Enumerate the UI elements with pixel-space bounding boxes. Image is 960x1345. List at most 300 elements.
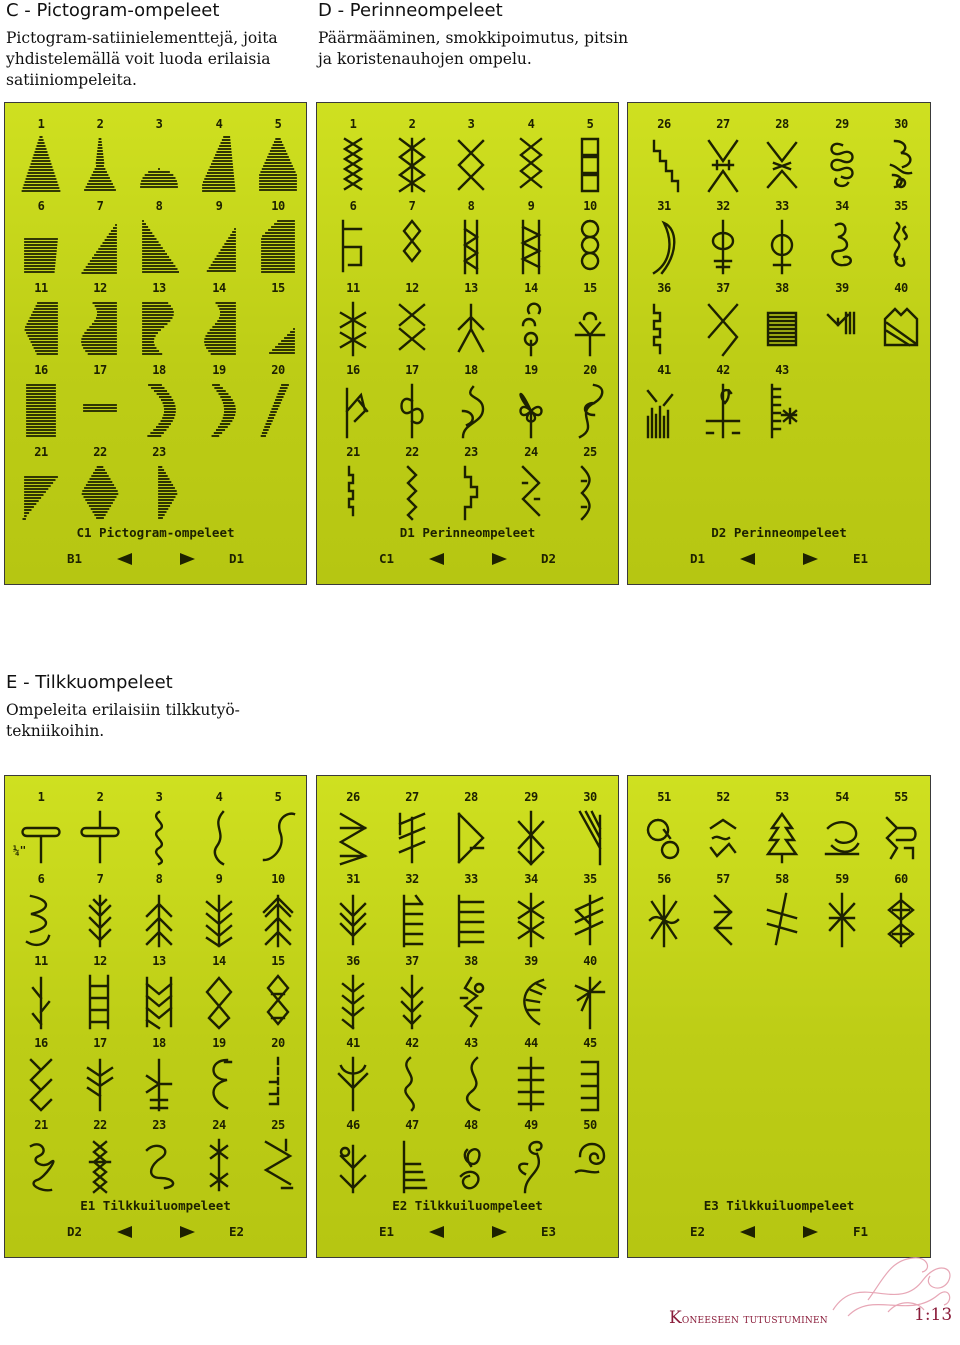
stitch-d2-39[interactable] [814, 281, 870, 361]
stitch-e1-19[interactable] [191, 1036, 247, 1116]
section-c-desc-line: satiiniompeleita. [6, 71, 137, 89]
stitch-number: 17 [93, 363, 107, 377]
stitch-e2-34[interactable] [503, 872, 559, 952]
prev-menu-button[interactable]: B1 [67, 551, 83, 566]
stitch-number: 38 [464, 954, 478, 968]
stitch-number: 3 [467, 117, 475, 131]
stitch-pattern-icon [258, 808, 298, 868]
stitch-c1-11[interactable] [13, 281, 69, 361]
stitch-e1-23[interactable] [131, 1118, 187, 1198]
stitch-e2-48[interactable] [443, 1118, 499, 1198]
stitch-pattern-icon [139, 890, 179, 950]
arrow-left-icon[interactable] [117, 1226, 132, 1238]
next-menu-button[interactable]: E3 [540, 1224, 556, 1239]
stitch-pattern-icon [703, 381, 743, 441]
stitch-e2-38[interactable] [443, 954, 499, 1034]
stitch-number: 16 [34, 1036, 48, 1050]
stitch-e3-56[interactable] [636, 872, 692, 952]
stitch-c1-18[interactable] [131, 363, 187, 443]
stitch-c1-4[interactable] [191, 117, 247, 197]
stitch-pattern-icon [703, 890, 743, 950]
stitch-d2-40[interactable] [873, 281, 929, 361]
stitch-c1-22[interactable] [72, 445, 128, 525]
stitch-c1-7[interactable] [72, 199, 128, 279]
stitch-number: 22 [405, 445, 419, 459]
stitch-pattern-icon [258, 890, 298, 950]
stitch-pattern-icon [392, 1136, 432, 1196]
stitch-number: 21 [34, 1118, 48, 1132]
next-menu-button[interactable]: E2 [228, 1224, 244, 1239]
next-menu-button[interactable]: F1 [852, 1224, 868, 1239]
stitch-pattern-icon [139, 299, 179, 359]
stitch-pattern-icon [333, 299, 373, 359]
stitch-e3-58[interactable] [754, 872, 810, 952]
stitch-d2-43[interactable] [754, 363, 810, 443]
stitch-pattern-icon [21, 1054, 61, 1114]
stitch-pattern-icon [392, 217, 432, 277]
stitch-c1-23[interactable] [131, 445, 187, 525]
screen-title: E2 Tilkkuiluompeleet [392, 1198, 543, 1213]
arrow-left-icon[interactable] [740, 1226, 755, 1238]
stitch-pattern-icon [139, 217, 179, 277]
stitch-e1-22[interactable] [72, 1118, 128, 1198]
stitch-number: 21 [34, 445, 48, 459]
stitch-number: 28 [775, 117, 789, 131]
stitch-number: 53 [775, 790, 789, 804]
stitch-number: 39 [835, 281, 849, 295]
stitch-number: 35 [583, 872, 597, 886]
stitch-e1-3[interactable] [131, 790, 187, 870]
stitch-e1-5[interactable] [250, 790, 306, 870]
stitch-number: 48 [464, 1118, 478, 1132]
stitch-d1-10[interactable] [562, 199, 618, 279]
stitch-pattern-icon [881, 299, 921, 359]
arrow-right-icon[interactable] [492, 1226, 507, 1238]
stitch-e1-24[interactable] [191, 1118, 247, 1198]
stitch-pattern-icon [703, 299, 743, 359]
stitch-d2-37[interactable] [695, 281, 751, 361]
stitch-e1-10[interactable] [250, 872, 306, 952]
stitch-number: 17 [405, 363, 419, 377]
stitch-d1-1[interactable] [325, 117, 381, 197]
stitch-pattern-icon [333, 217, 373, 277]
stitch-number: 50 [583, 1118, 597, 1132]
stitch-number: 22 [93, 445, 107, 459]
stitch-d1-14[interactable] [503, 281, 559, 361]
stitch-d1-21[interactable] [325, 445, 381, 525]
stitch-pattern-icon [511, 890, 551, 950]
stitch-number: 18 [152, 1036, 166, 1050]
stitch-number: 29 [835, 117, 849, 131]
stitch-d2-34[interactable] [814, 199, 870, 279]
stitch-e2-40[interactable] [562, 954, 618, 1034]
stitch-e2-27[interactable] [384, 790, 440, 870]
stitch-number: 31 [657, 199, 671, 213]
screen-title: D2 Perinneompeleet [711, 525, 847, 540]
screen-title: C1 Pictogram-ompeleet [76, 525, 235, 540]
stitch-c1-6[interactable] [13, 199, 69, 279]
stitch-d1-5[interactable] [562, 117, 618, 197]
stitch-e1-25[interactable] [250, 1118, 306, 1198]
stitch-number: 24 [212, 1118, 226, 1132]
stitch-pattern-icon [333, 381, 373, 441]
section-d-description [318, 28, 628, 70]
stitch-pattern-icon [511, 135, 551, 195]
stitch-pattern-icon [881, 808, 921, 868]
stitch-e2-28[interactable] [443, 790, 499, 870]
stitch-e2-30[interactable] [562, 790, 618, 870]
stitch-c1-20[interactable] [250, 363, 306, 443]
stitch-d2-31[interactable] [636, 199, 692, 279]
stitch-d1-2[interactable] [384, 117, 440, 197]
stitch-d1-23[interactable] [443, 445, 499, 525]
stitch-number: 18 [464, 363, 478, 377]
stitch-pattern-icon [80, 972, 120, 1032]
stitch-d1-15[interactable] [562, 281, 618, 361]
prev-menu-button[interactable]: E1 [379, 1224, 395, 1239]
stitch-pattern-icon [258, 299, 298, 359]
stitch-pattern-icon [822, 890, 862, 950]
stitch-number: 37 [405, 954, 419, 968]
stitch-number: 45 [583, 1036, 597, 1050]
stitch-number: 11 [34, 954, 48, 968]
stitch-number: 60 [894, 872, 908, 886]
stitch-number: 22 [93, 1118, 107, 1132]
stitch-number: 30 [583, 790, 597, 804]
stitch-pattern-icon [392, 463, 432, 523]
stitch-screen-e1 [4, 775, 307, 1258]
stitch-number: 18 [152, 363, 166, 377]
stitch-c1-12[interactable] [72, 281, 128, 361]
stitch-d1-13[interactable] [443, 281, 499, 361]
stitch-e2-42[interactable] [384, 1036, 440, 1116]
stitch-pattern-icon [570, 463, 610, 523]
stitch-pattern-icon [21, 135, 61, 195]
stitch-e1-4[interactable] [191, 790, 247, 870]
stitch-number: 12 [93, 281, 107, 295]
stitch-pattern-icon [21, 299, 61, 359]
stitch-d1-24[interactable] [503, 445, 559, 525]
section-e-desc-line: tekniikoihin. [6, 722, 105, 740]
stitch-d2-42[interactable] [695, 363, 751, 443]
stitch-pattern-icon [392, 299, 432, 359]
stitch-d1-12[interactable] [384, 281, 440, 361]
screen-nav [5, 551, 306, 571]
stitch-c1-19[interactable] [191, 363, 247, 443]
stitch-pattern-icon [762, 890, 802, 950]
stitch-e3-55[interactable] [873, 790, 929, 870]
stitch-pattern-icon [21, 890, 61, 950]
stitch-e3-57[interactable] [695, 872, 751, 952]
stitch-d1-8[interactable] [443, 199, 499, 279]
stitch-c1-15[interactable] [250, 281, 306, 361]
stitch-pattern-icon [21, 217, 61, 277]
arrow-left-icon[interactable] [429, 1226, 444, 1238]
stitch-d2-30[interactable] [873, 117, 929, 197]
stitch-pattern-icon [511, 1054, 551, 1114]
stitch-pattern-icon [881, 135, 921, 195]
section-c-desc-line: yhdistelemällä voit luoda erilaisia [6, 50, 271, 68]
stitch-e1-15[interactable] [250, 954, 306, 1034]
stitch-e2-32[interactable] [384, 872, 440, 952]
arrow-right-icon[interactable] [803, 1226, 818, 1238]
stitch-e2-41[interactable] [325, 1036, 381, 1116]
stitch-c1-16[interactable] [13, 363, 69, 443]
stitch-number: 2 [408, 117, 416, 131]
stitch-e2-46[interactable] [325, 1118, 381, 1198]
stitch-c1-3[interactable] [131, 117, 187, 197]
stitch-number: 34 [835, 199, 849, 213]
arrow-right-icon[interactable] [492, 553, 507, 565]
stitch-e1-13[interactable] [131, 954, 187, 1034]
stitch-d2-28[interactable] [754, 117, 810, 197]
arrow-right-icon[interactable] [803, 553, 818, 565]
stitch-number: 23 [464, 445, 478, 459]
stitch-d2-29[interactable] [814, 117, 870, 197]
stitch-number: 54 [835, 790, 849, 804]
stitch-pattern-icon [644, 890, 684, 950]
stitch-pattern-icon [392, 972, 432, 1032]
stitch-e2-29[interactable] [503, 790, 559, 870]
stitch-d1-3[interactable] [443, 117, 499, 197]
stitch-e3-52[interactable] [695, 790, 751, 870]
stitch-pattern-icon [762, 808, 802, 868]
stitch-number: 5 [274, 790, 282, 804]
stitch-e2-43[interactable] [443, 1036, 499, 1116]
stitch-e2-33[interactable] [443, 872, 499, 952]
screen-nav [5, 1224, 306, 1244]
stitch-number: 7 [408, 199, 416, 213]
stitch-e2-47[interactable] [384, 1118, 440, 1198]
screen-nav [628, 551, 930, 571]
next-menu-button[interactable]: D1 [228, 551, 244, 566]
stitch-c1-9[interactable] [191, 199, 247, 279]
stitch-c1-17[interactable] [72, 363, 128, 443]
stitch-pattern-icon [822, 135, 862, 195]
stitch-c1-5[interactable] [250, 117, 306, 197]
stitch-c1-8[interactable] [131, 199, 187, 279]
stitch-e1-6[interactable] [13, 872, 69, 952]
stitch-pattern-icon [139, 972, 179, 1032]
stitch-number: 12 [93, 954, 107, 968]
stitch-d1-6[interactable] [325, 199, 381, 279]
stitch-screen-d2 [627, 102, 931, 585]
stitch-e3-54[interactable] [814, 790, 870, 870]
stitch-number: 32 [716, 199, 730, 213]
next-menu-button[interactable]: E1 [852, 551, 868, 566]
stitch-d1-11[interactable] [325, 281, 381, 361]
stitch-pattern-icon [703, 217, 743, 277]
stitch-pattern-icon [451, 890, 491, 950]
section-d-desc-line: ja koristenauhojen ompelu. [318, 50, 532, 68]
stitch-pattern-icon [139, 808, 179, 868]
stitch-e2-35[interactable] [562, 872, 618, 952]
stitch-number: 41 [657, 363, 671, 377]
stitch-d1-20[interactable] [562, 363, 618, 443]
stitch-d2-32[interactable] [695, 199, 751, 279]
stitch-pattern-icon [392, 1054, 432, 1114]
stitch-d1-18[interactable] [443, 363, 499, 443]
stitch-pattern-icon [139, 463, 179, 523]
stitch-number: 10 [583, 199, 597, 213]
stitch-number: 10 [271, 199, 285, 213]
stitch-d2-41[interactable] [636, 363, 692, 443]
stitch-e3-53[interactable] [754, 790, 810, 870]
stitch-pattern-icon [21, 463, 61, 523]
stitch-d1-7[interactable] [384, 199, 440, 279]
stitch-pattern-icon [199, 217, 239, 277]
stitch-number: 1 [349, 117, 357, 131]
stitch-c1-10[interactable] [250, 199, 306, 279]
stitch-pattern-icon [511, 1136, 551, 1196]
stitch-number: 41 [346, 1036, 360, 1050]
stitch-pattern-icon [139, 381, 179, 441]
stitch-e2-44[interactable] [503, 1036, 559, 1116]
footer-chapter-title [669, 1308, 828, 1328]
arrow-left-icon[interactable] [117, 553, 132, 565]
stitch-e1-2[interactable] [72, 790, 128, 870]
stitch-pattern-icon [21, 1136, 61, 1196]
stitch-pattern-icon [139, 135, 179, 195]
stitch-pattern-icon [644, 135, 684, 195]
stitch-e2-26[interactable] [325, 790, 381, 870]
stitch-pattern-icon [570, 381, 610, 441]
stitch-e2-45[interactable] [562, 1036, 618, 1116]
stitch-number: 15 [583, 281, 597, 295]
stitch-e1-7[interactable] [72, 872, 128, 952]
stitch-pattern-icon [258, 217, 298, 277]
stitch-d2-27[interactable] [695, 117, 751, 197]
stitch-number: 28 [464, 790, 478, 804]
stitch-number: 7 [96, 199, 104, 213]
stitch-number: 5 [274, 117, 282, 131]
stitch-d2-33[interactable] [754, 199, 810, 279]
stitch-number: 11 [346, 281, 360, 295]
stitch-pattern-icon [392, 135, 432, 195]
stitch-e2-37[interactable] [384, 954, 440, 1034]
stitch-e1-14[interactable] [191, 954, 247, 1034]
stitch-d1-9[interactable] [503, 199, 559, 279]
stitch-number: 12 [405, 281, 419, 295]
stitch-number: 38 [775, 281, 789, 295]
stitch-e3-59[interactable] [814, 872, 870, 952]
stitch-e2-39[interactable] [503, 954, 559, 1034]
stitch-e2-50[interactable] [562, 1118, 618, 1198]
quarter-inch-label: ¼" [13, 844, 27, 857]
prev-menu-button[interactable]: D2 [67, 1224, 83, 1239]
stitch-c1-2[interactable] [72, 117, 128, 197]
arrow-right-icon[interactable] [180, 1226, 195, 1238]
stitch-number: 40 [894, 281, 908, 295]
stitch-e2-36[interactable] [325, 954, 381, 1034]
stitch-screen-d1 [316, 102, 619, 585]
stitch-c1-13[interactable] [131, 281, 187, 361]
stitch-pattern-icon [80, 1054, 120, 1114]
stitch-number: 43 [775, 363, 789, 377]
stitch-e1-20[interactable] [250, 1036, 306, 1116]
stitch-number: 26 [346, 790, 360, 804]
stitch-e1-8[interactable] [131, 872, 187, 952]
stitch-pattern-icon [644, 217, 684, 277]
stitch-e3-60[interactable] [873, 872, 929, 952]
stitch-pattern-icon [451, 1054, 491, 1114]
stitch-e1-12[interactable] [72, 954, 128, 1034]
stitch-pattern-icon [392, 808, 432, 868]
stitch-pattern-icon [822, 299, 862, 359]
stitch-number: 42 [716, 363, 730, 377]
screen-nav [628, 1224, 930, 1244]
screen-title: D1 Perinneompeleet [399, 525, 536, 540]
prev-menu-button[interactable]: E2 [690, 1224, 706, 1239]
stitch-d1-19[interactable] [503, 363, 559, 443]
stitch-pattern-icon [333, 808, 373, 868]
stitch-pattern-icon [199, 299, 239, 359]
stitch-number: 35 [894, 199, 908, 213]
prev-menu-button[interactable]: D1 [690, 551, 706, 566]
stitch-e1-16[interactable] [13, 1036, 69, 1116]
stitch-d1-17[interactable] [384, 363, 440, 443]
stitch-pattern-icon [139, 1136, 179, 1196]
stitch-d1-4[interactable] [503, 117, 559, 197]
stitch-d2-36[interactable] [636, 281, 692, 361]
arrow-right-icon[interactable] [180, 553, 195, 565]
stitch-number: 2 [96, 117, 104, 131]
stitch-number: 23 [152, 1118, 166, 1132]
stitch-d2-35[interactable] [873, 199, 929, 279]
stitch-c1-1[interactable] [13, 117, 69, 197]
prev-menu-button[interactable]: C1 [379, 551, 395, 566]
stitch-number: 40 [583, 954, 597, 968]
stitch-e1-17[interactable] [72, 1036, 128, 1116]
stitch-number: 16 [346, 363, 360, 377]
stitch-number: 9 [527, 199, 535, 213]
stitch-d1-22[interactable] [384, 445, 440, 525]
arrow-left-icon[interactable] [740, 553, 755, 565]
stitch-number: 6 [37, 199, 45, 213]
next-menu-button[interactable]: D2 [540, 551, 556, 566]
stitch-e1-18[interactable] [131, 1036, 187, 1116]
stitch-number: 4 [215, 790, 223, 804]
stitch-e2-31[interactable] [325, 872, 381, 952]
stitch-d1-16[interactable] [325, 363, 381, 443]
stitch-pattern-icon [644, 808, 684, 868]
stitch-screen-e2 [316, 775, 619, 1258]
stitch-c1-14[interactable] [191, 281, 247, 361]
stitch-number: 19 [212, 363, 226, 377]
stitch-e2-49[interactable] [503, 1118, 559, 1198]
stitch-d1-25[interactable] [562, 445, 618, 525]
stitch-e1-21[interactable] [13, 1118, 69, 1198]
stitch-pattern-icon [511, 381, 551, 441]
stitch-pattern-icon [258, 135, 298, 195]
stitch-d2-26[interactable] [636, 117, 692, 197]
stitch-e1-11[interactable] [13, 954, 69, 1034]
stitch-pattern-icon [570, 135, 610, 195]
stitch-c1-21[interactable] [13, 445, 69, 525]
stitch-e1-9[interactable] [191, 872, 247, 952]
stitch-e1-1[interactable] [13, 790, 69, 870]
arrow-left-icon[interactable] [429, 553, 444, 565]
stitch-number: 13 [464, 281, 478, 295]
stitch-pattern-icon [703, 808, 743, 868]
stitch-pattern-icon [80, 1136, 120, 1196]
stitch-d2-38[interactable] [754, 281, 810, 361]
stitch-number: 4 [215, 117, 223, 131]
stitch-pattern-icon [822, 808, 862, 868]
stitch-e3-51[interactable] [636, 790, 692, 870]
stitch-pattern-icon [570, 299, 610, 359]
stitch-number: 13 [152, 954, 166, 968]
